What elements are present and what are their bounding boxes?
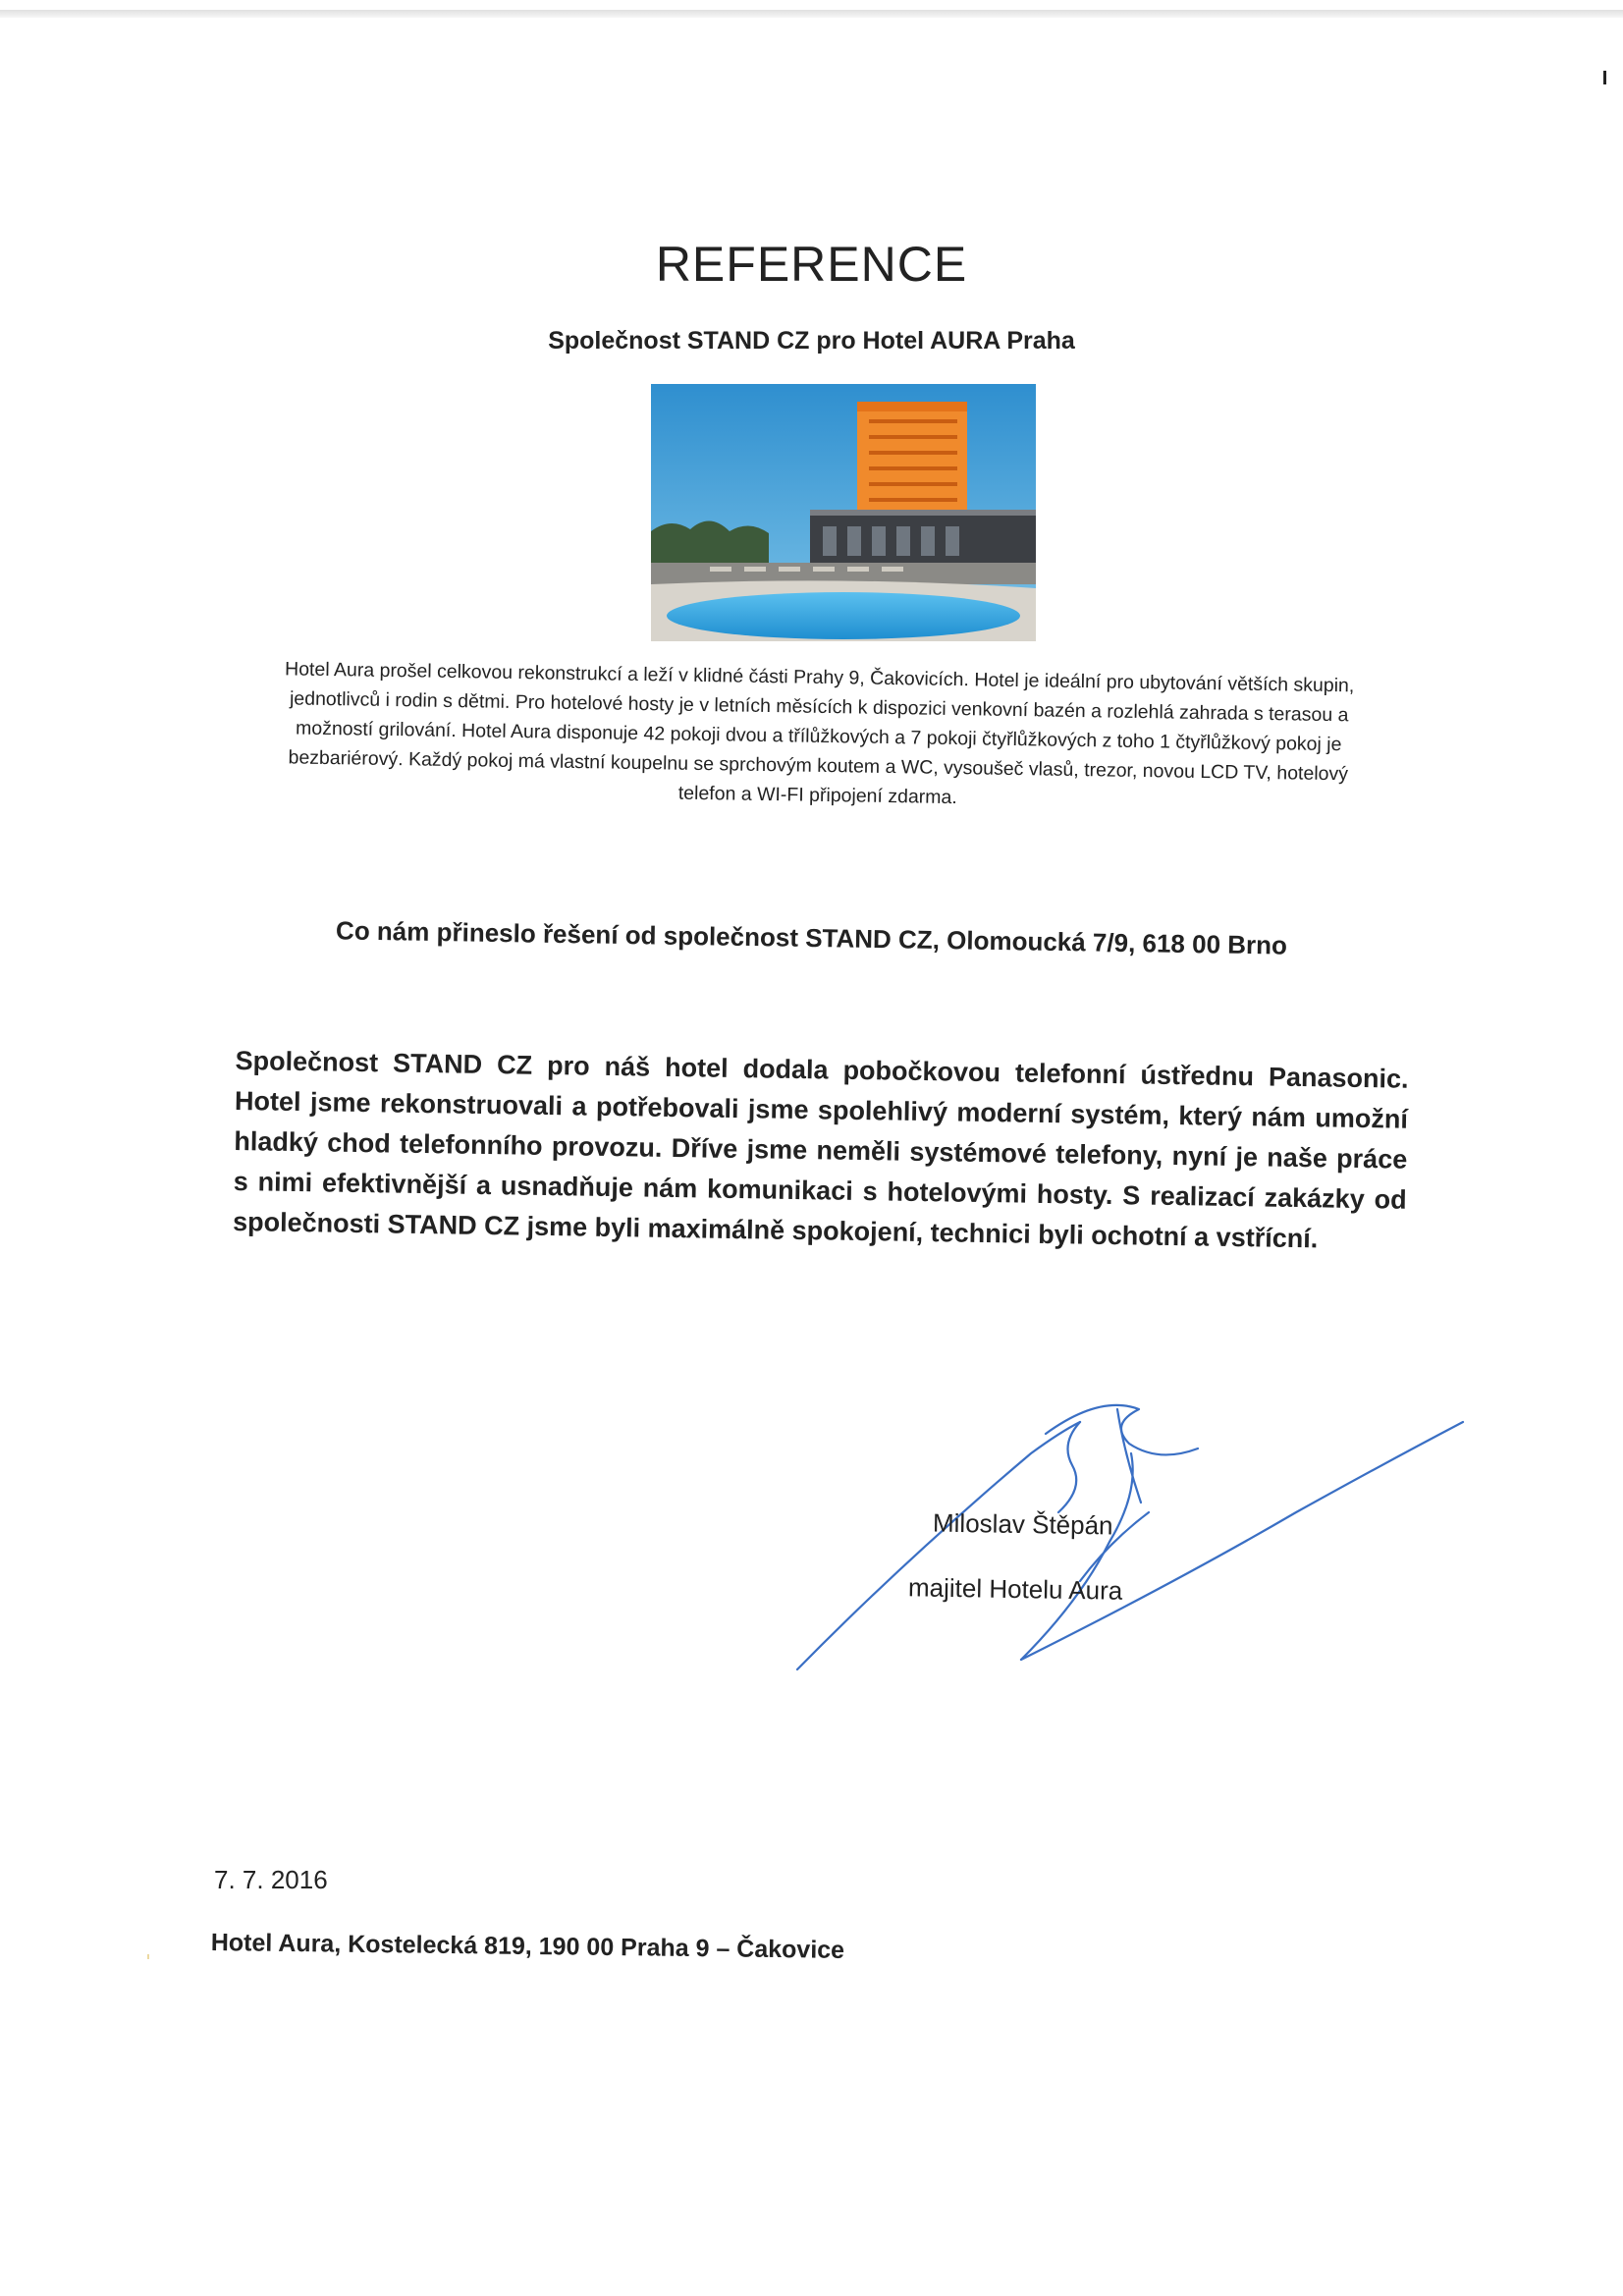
signer-role: majitel Hotelu Aura [907,1572,1123,1606]
document-subtitle: Společnost STAND CZ pro Hotel AURA Praha [548,327,1075,355]
scan-mark [1603,71,1606,84]
section-heading: Co nám přineslo řešení od společnost STAND CZ, Olomoucká 7/9, 618 00 Brno [335,915,1288,960]
hotel-photo [651,384,1036,641]
scan-edge-shadow [0,10,1623,18]
testimonial-paragraph: Společnost STAND CZ pro náš hotel dodala pobočkovou telefonní ústřednu Panasonic. Hotel jsme rekonstruovali a potřebovali jsme spolehlivý moderní systém, který nám umožní hladký chod telefonního provozu. Dříve jsme neměli systémové telefony, nyní je naše práce s nimi efektivnější a usnadňuje nám komunikaci s hotelovými hosty. S realizací zakázky od společnosti STAND CZ jsme byli maximálně spokojení, technici byli ochotní a vstřícní. [232,1045,1409,1254]
document-title: REFERENCE [655,237,968,292]
signature-icon [785,1365,1473,1689]
intro-paragraph: Hotel Aura prošel celkovou rekonstrukcí a leží v klidné části Prahy 9, Čakovicích. Hotel je ideální pro ubytování větších skupin, jednotlivců i rodin s dětmi. Pro hotelové hosty je v letních měsících k dispozici venkovní bazén a rozlehlá zahrada s terasou a možností grilování. Hotel Aura disponuje 42 pokoji dvou a třílůžkových a 7 pokoji čtyřlůžkových z toho 1 čtyřlůžkový pokoj je bezbariérový. Každý pokoj má vlastní koupelnu se sprchovým koutem a WC, vysoušeč vlasů, trezor, novou LCD TV, hotelový telefon a WI-FI připojení zdarma. [284,658,1355,809]
footer-address: Hotel Aura, Kostelecká 819, 190 00 Praha 9 – Čakovice [210,1929,845,1964]
scan-speck [147,1954,149,1959]
signer-name: Miloslav Štěpán [932,1507,1113,1541]
document-date: 7. 7. 2016 [214,1865,328,1894]
